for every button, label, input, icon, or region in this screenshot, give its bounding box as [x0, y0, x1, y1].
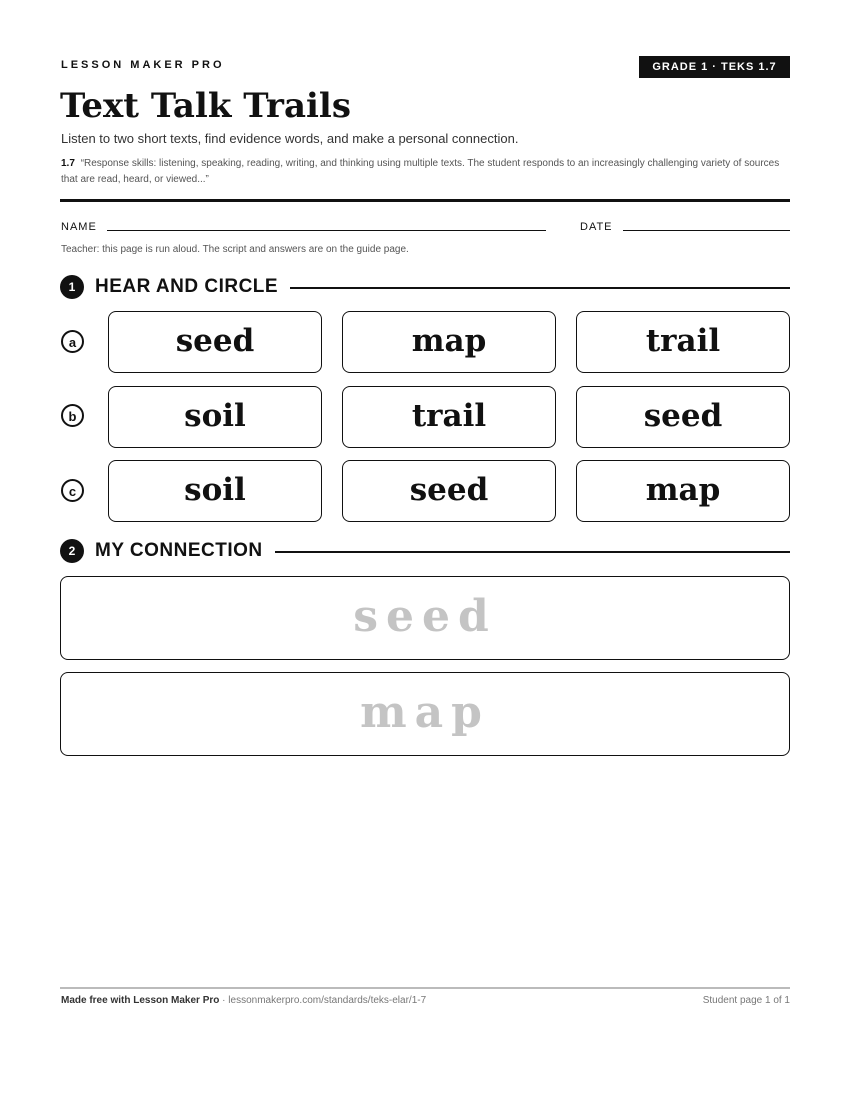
section-number-badge: 1 [60, 275, 84, 299]
section-heading-my-connection [60, 538, 790, 564]
word-choice[interactable]: map [342, 311, 556, 373]
word-choice[interactable]: map [576, 460, 790, 522]
trace-word-box[interactable]: seed [60, 576, 790, 660]
row-marker-a: a [61, 330, 84, 353]
section-heading-label: MY CONNECTION [95, 540, 275, 562]
date-label: DATE [580, 221, 613, 233]
word-choice[interactable]: seed [576, 386, 790, 448]
footer-page-number: Student page 1 of 1 [702, 995, 790, 1006]
section-heading-label: HEAR AND CIRCLE [95, 276, 290, 298]
word-choice[interactable]: trail [342, 386, 556, 448]
standard-description [61, 156, 791, 188]
word-choice[interactable]: seed [108, 311, 322, 373]
row-marker-c: c [61, 479, 84, 502]
footer-credit [61, 995, 426, 1006]
grade-badge: GRADE 1 · TEKS 1.7 [639, 56, 790, 78]
standard-text: “Response skills: listening, speaking, reading, writing, and thinking using multiple texts. The student responds to an increasingly challenging variety of sources that are read, heard, or viewed...” [61, 158, 780, 185]
word-choice[interactable]: soil [108, 460, 322, 522]
name-label: NAME [61, 221, 97, 233]
standard-code: 1.7 [61, 158, 75, 169]
section-number-badge: 2 [60, 539, 84, 563]
page-title: Text Talk Trails [60, 86, 351, 126]
footer-separator: · [219, 995, 229, 1006]
footer-divider [60, 987, 790, 989]
page-subtitle: Listen to two short texts, find evidence words, and make a personal connection. [61, 131, 519, 146]
footer-url[interactable]: lessonmakerpro.com/standards/teks-elar/1-7 [228, 995, 427, 1006]
name-field[interactable] [107, 230, 546, 231]
row-marker-b: b [61, 404, 84, 427]
section-heading-hear-and-circle [60, 274, 790, 300]
footer-made-with: Made free with Lesson Maker Pro [61, 995, 220, 1006]
word-choice[interactable]: soil [108, 386, 322, 448]
word-choice[interactable]: seed [342, 460, 556, 522]
word-choice[interactable]: trail [576, 311, 790, 373]
date-field[interactable] [623, 230, 790, 231]
teacher-note: Teacher: this page is run aloud. The script and answers are on the guide page. [61, 244, 409, 255]
trace-word-box[interactable]: map [60, 672, 790, 756]
header-divider [60, 199, 790, 202]
brand-name: LESSON MAKER PRO [61, 59, 225, 71]
